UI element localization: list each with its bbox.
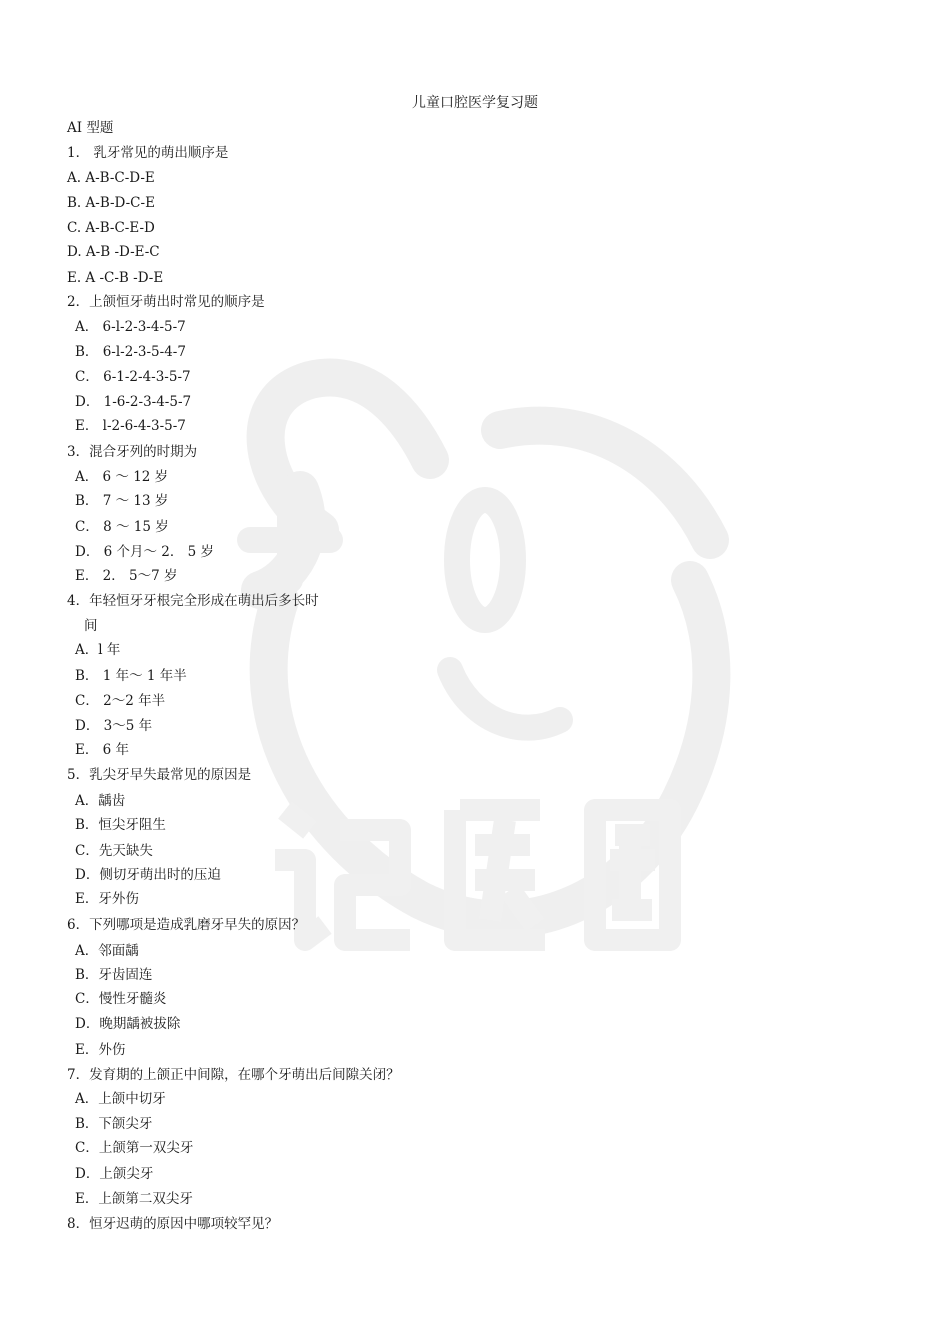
answer-option: A. A-B-C-D-E (67, 170, 155, 186)
answer-option: C． 8 ～ 15 岁 (75, 519, 169, 535)
answer-option: D． 6 个月～ 2． 5 岁 (75, 544, 215, 560)
question-stem: 1． 乳牙常见的萌出顺序是 (67, 145, 229, 161)
answer-option: D． 1-6-2-3-4-5-7 (75, 394, 192, 410)
answer-option: B． 1 年～ 1 年半 (75, 668, 187, 684)
answer-option: E． 6 年 (75, 742, 130, 758)
question-stem: 5．乳尖牙早失最常见的原因是 (67, 767, 252, 783)
answer-option: C．上颌第一双尖牙 (75, 1140, 194, 1156)
question-stem: 6．下列哪项是造成乳磨牙早失的原因？ (67, 917, 306, 933)
answer-option: C． 6-1-2-4-3-5-7 (75, 369, 191, 385)
answer-option: E． l-2-6-4-3-5-7 (75, 418, 186, 434)
answer-option: D．侧切牙萌出时的压迫 (75, 867, 221, 883)
answer-option: B. A-B-D-C-E (67, 195, 155, 211)
answer-option: A．l 年 (75, 642, 121, 658)
answer-option: E．牙外伤 (75, 891, 139, 907)
answer-option: A．邻面龋 (75, 943, 139, 959)
answer-option: E. A -C-B -D-E (67, 270, 164, 286)
answer-option: A．龋齿 (75, 793, 126, 809)
answer-option: C． 2～2 年半 (75, 693, 166, 709)
answer-option: E．外伤 (75, 1042, 126, 1058)
answer-option: B．下颌尖牙 (75, 1116, 153, 1132)
answer-option: D． 3～5 年 (75, 718, 153, 734)
question-stem-continued: 间 (84, 618, 98, 634)
answer-option: A．上颌中切牙 (75, 1091, 166, 1107)
answer-option: D．晚期龋被拔除 (75, 1016, 181, 1032)
answer-option: B．恒尖牙阻生 (75, 817, 166, 833)
question-stem: 4．年轻恒牙牙根完全形成在萌出后多长时 (67, 593, 319, 609)
answer-option: D．上颌尖牙 (75, 1166, 154, 1182)
answer-option: C．先天缺失 (75, 843, 153, 859)
question-stem: 2．上颌恒牙萌出时常见的顺序是 (67, 294, 265, 310)
question-stem: 7．发育期的上颌正中间隙，在哪个牙萌出后间隙关闭？ (67, 1067, 400, 1083)
question-stem: 3．混合牙列的时期为 (67, 444, 198, 460)
bear-logo-icon (200, 340, 760, 980)
answer-option: E．上颌第二双尖牙 (75, 1191, 193, 1207)
answer-option: B．牙齿固连 (75, 967, 153, 983)
answer-option: A． 6-l-2-3-4-5-7 (75, 319, 186, 335)
answer-option: D. A-B -D-E-C (67, 244, 160, 260)
question-stem: 8．恒牙迟萌的原因中哪项较罕见？ (67, 1216, 279, 1232)
page-title: 儿童口腔医学复习题 (412, 95, 538, 111)
section-heading: AI 型题 (67, 120, 114, 136)
answer-option: C．慢性牙髓炎 (75, 991, 167, 1007)
answer-option: C. A-B-C-E-D (67, 220, 155, 236)
answer-option: A． 6 ～ 12 岁 (75, 469, 169, 485)
answer-option: E． 2． 5～7 岁 (75, 568, 178, 584)
answer-option: B． 6-l-2-3-5-4-7 (75, 344, 186, 360)
answer-option: B． 7 ～ 13 岁 (75, 493, 169, 509)
